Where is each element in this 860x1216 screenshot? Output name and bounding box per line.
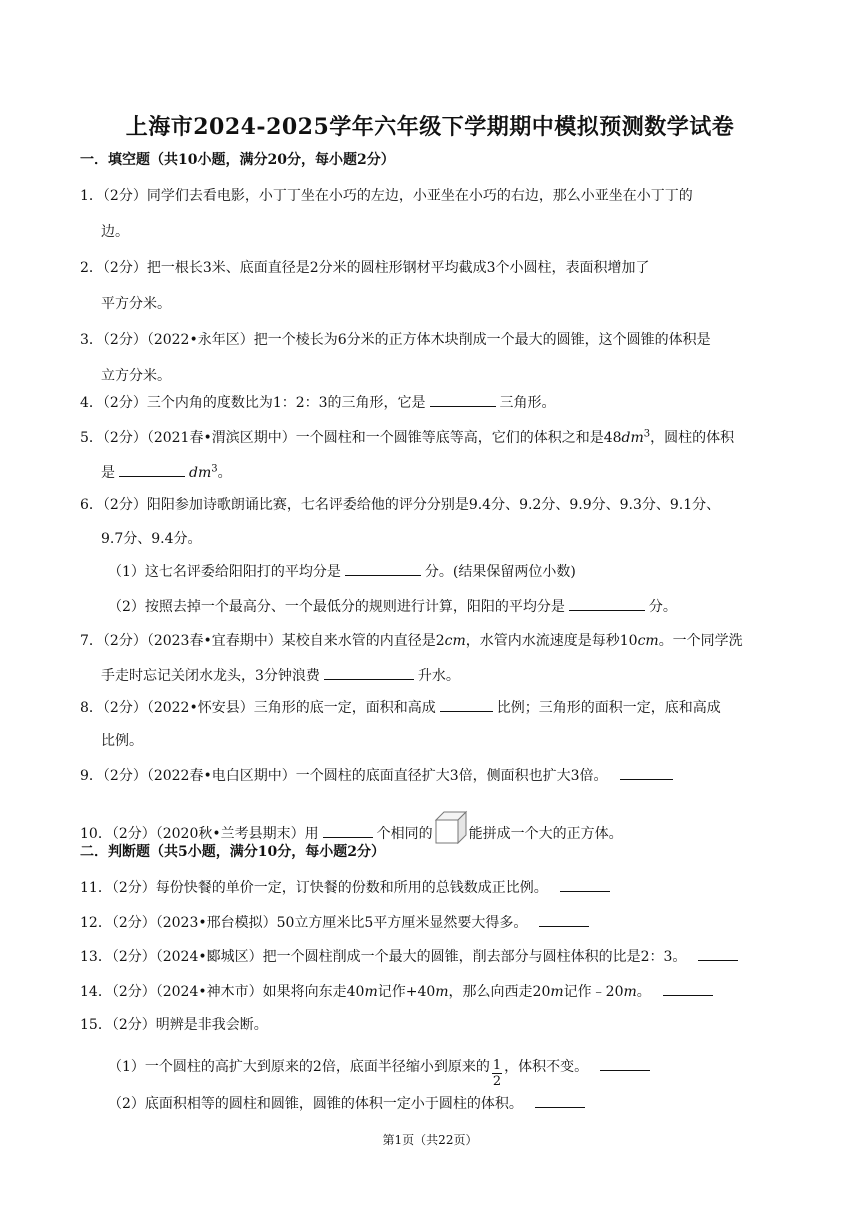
answer-blank	[440, 697, 493, 712]
unit-dm: dm	[189, 465, 212, 481]
question-6-part-1	[108, 561, 576, 582]
question-7-text-2: ，水管内水流速度是每秒10	[465, 633, 638, 649]
question-8-line-2: 比例。	[101, 733, 143, 749]
question-10-text-2: 个相同的	[376, 826, 433, 842]
question-9-text: 9．（2分）（2022春•电白区期中）一个圆柱的底面直径扩大3倍，侧面积也扩大3倍。	[80, 768, 608, 784]
answer-blank	[600, 1056, 650, 1071]
question-14-text-3: ，那么向西走20	[448, 984, 551, 1000]
question-15-part-1	[108, 1056, 654, 1089]
question-6-part-2-text: （2）按照去掉一个最高分、一个最低分的规则进行计算，阳阳的平均分是	[108, 599, 565, 615]
question-14	[80, 981, 717, 1002]
question-7-text: 7．（2分）（2023春•宜春期中）某校自来水管的内直径是2	[80, 633, 445, 649]
cube-icon	[434, 810, 468, 844]
page-footer: 第1页（共22页）	[382, 1133, 478, 1147]
question-1-line-2: 边。	[101, 224, 129, 240]
answer-blank	[324, 665, 414, 680]
answer-blank	[620, 765, 673, 780]
question-4	[80, 392, 556, 413]
question-6-line-1: 6．（2分）阳阳参加诗歌朗诵比赛，七名评委给他的评分分别是9.4分、9.2分、9.9分、9.3分、9.1分、	[80, 497, 721, 513]
unit-cm: cm	[637, 633, 659, 649]
question-4-text-end: 三角形。	[499, 395, 556, 411]
exponent: 3	[211, 463, 218, 475]
answer-blank	[345, 561, 421, 576]
question-3-line-1: 3．（2分）（2022•永年区）把一个棱长为6分米的正方体木块削成一个最大的圆锥，这个圆锥的体积是	[80, 332, 711, 348]
question-5-line-1	[80, 428, 734, 448]
exam-title: 上海市2024-2025学年六年级下学期期中模拟预测数学试卷	[125, 114, 735, 140]
question-5-text-4: 。	[217, 465, 232, 481]
answer-blank	[323, 823, 373, 838]
question-5-text-3: 是	[101, 465, 115, 481]
answer-blank	[569, 596, 645, 611]
answer-blank	[539, 912, 589, 927]
unit-m: m	[550, 984, 564, 1000]
question-12-text: 12．（2分）（2023•邢台模拟）50立方厘米比5平方厘米显然要大得多。	[80, 915, 528, 931]
question-7-text-4: 手走时忘记关闭水龙头，3分钟浪费	[101, 668, 320, 684]
question-6-part-1-text: （1）这七名评委给阳阳打的平均分是	[108, 564, 341, 580]
question-10	[80, 810, 623, 844]
question-13-text: 13．（2分）（2024•郾城区）把一个圆柱削成一个最大的圆锥，削去部分与圆柱体积的比是2：3。	[80, 949, 687, 965]
unit-m: m	[435, 984, 449, 1000]
question-11-text: 11．（2分）每份快餐的单价一定，订快餐的份数和所用的总钱数成正比例。	[80, 880, 548, 896]
question-11	[80, 877, 614, 898]
unit-cm: cm	[444, 633, 466, 649]
fraction-numerator: 1	[492, 1058, 502, 1073]
question-13	[80, 946, 742, 967]
unit-m: m	[364, 984, 378, 1000]
question-15-part-2-text: （2）底面积相等的圆柱和圆锥，圆锥的体积一定小于圆柱的体积。	[108, 1096, 523, 1112]
question-6-part-2	[108, 596, 677, 617]
question-1-line-1: 1．（2分）同学们去看电影，小丁丁坐在小巧的左边，小亚坐在小巧的右边，那么小亚坐在小丁丁的	[80, 188, 693, 204]
answer-blank	[698, 946, 738, 961]
question-5-text: 5．（2分）（2021春•渭滨区期中）一个圆柱和一个圆锥等底等高，它们的体积之和是48	[80, 430, 622, 446]
question-14-text: 14．（2分）（2024•神木市）如果将向东走40	[80, 984, 365, 1000]
question-7-text-3: 。一个同学洗	[658, 633, 743, 649]
question-8-text-2: 比例；三角形的面积一定，底和高成	[496, 700, 721, 716]
question-6-part-1-text-end: 分。(结果保留两位小数)	[424, 564, 576, 580]
question-10-text-3: 能拼成一个大的正方体。	[468, 826, 623, 842]
question-10-text: 10．（2分）（2020秋•兰考县期末）用	[80, 826, 319, 842]
answer-blank	[430, 392, 496, 407]
section-heading-fill-blank: 一．填空题（共10小题，满分20分，每小题2分）	[80, 152, 395, 168]
question-15-part-1-text: （1）一个圆柱的高扩大到原来的2倍，底面半径缩小到原来的	[108, 1059, 490, 1075]
question-14-text-4: 记作﹣20	[563, 984, 624, 1000]
question-15: 15．（2分）明辨是非我会断。	[80, 1017, 268, 1033]
question-2-line-1: 2．（2分）把一根长3米、底面直径是2分米的圆柱形钢材平均截成3个小圆柱，表面积增加了	[80, 260, 650, 276]
question-14-text-5: 。	[636, 984, 651, 1000]
section-heading-true-false: 二．判断题（共5小题，满分10分，每小题2分）	[80, 844, 385, 860]
unit-dm: dm	[621, 430, 644, 446]
question-15-part-1-text-end: ，体积不变。	[504, 1059, 589, 1075]
question-5-line-2	[101, 462, 232, 483]
question-6-line-2: 9.7分、9.4分。	[101, 531, 202, 547]
question-8-text: 8．（2分）（2022•怀安县）三角形的底一定，面积和高成	[80, 700, 436, 716]
answer-blank	[119, 462, 185, 477]
question-15-part-2	[108, 1093, 589, 1114]
fraction-denominator: 2	[492, 1074, 502, 1089]
question-2-line-2: 平方分米。	[101, 296, 171, 312]
fraction-one-half	[492, 1058, 502, 1089]
question-12	[80, 912, 593, 933]
question-7-text-5: 升水。	[417, 668, 460, 684]
answer-blank	[535, 1093, 585, 1108]
question-3-line-2: 立方分米。	[101, 368, 171, 384]
question-14-text-2: 记作+40	[377, 984, 436, 1000]
question-7-line-2	[101, 665, 460, 686]
question-7-line-1	[80, 631, 743, 651]
exponent: 3	[643, 428, 651, 440]
question-6-part-2-text-end: 分。	[648, 599, 677, 615]
question-4-text: 4．（2分）三个内角的度数比为1：2：3的三角形，它是	[80, 395, 426, 411]
question-9	[80, 765, 677, 786]
answer-blank	[560, 877, 610, 892]
question-8-line-1	[80, 697, 721, 718]
question-5-text-2: ，圆柱的体积	[650, 430, 735, 446]
unit-m: m	[623, 984, 637, 1000]
answer-blank	[663, 981, 713, 996]
